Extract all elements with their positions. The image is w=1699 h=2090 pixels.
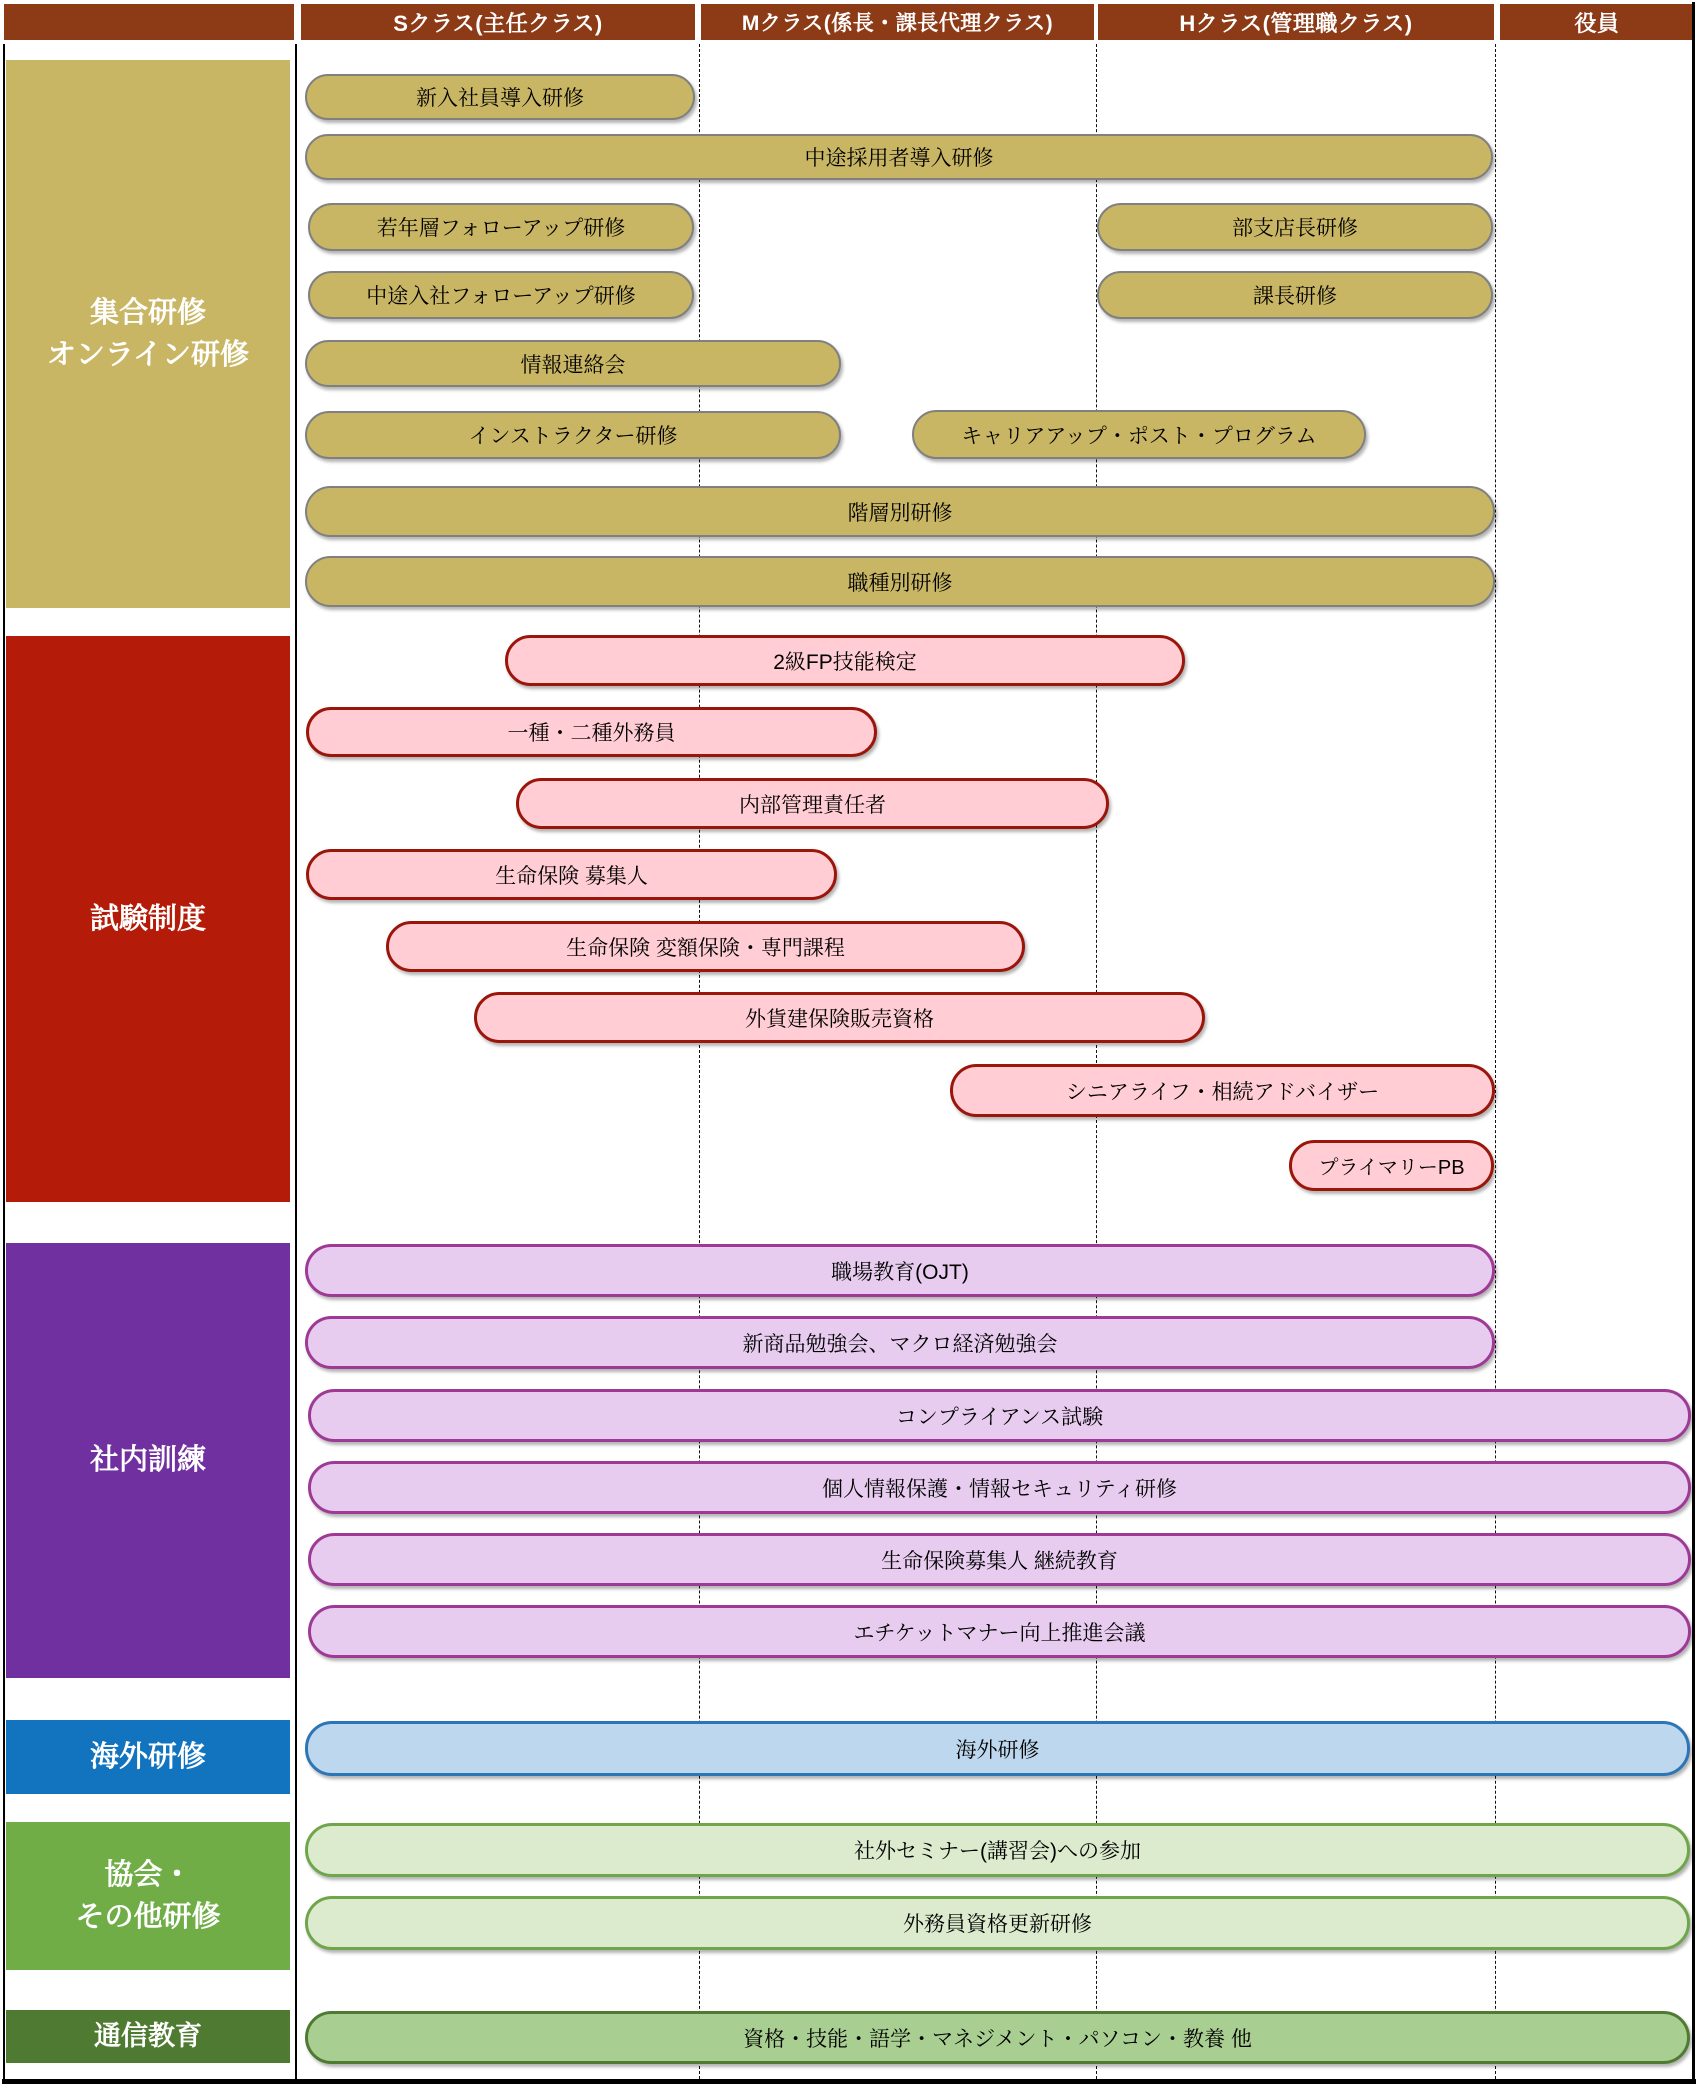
pill-overseas-training: 海外研修 [305, 1721, 1690, 1776]
pill-section-chief-training: 課長研修 [1097, 271, 1493, 319]
pill-variable-insurance-course: 生命保険 変額保険・専門課程 [386, 921, 1025, 972]
column-divider-h-exec [1495, 44, 1496, 2084]
table-bottom-border [2, 2079, 1696, 2084]
pill-foreign-currency-insurance-license: 外貨建保険販売資格 [474, 992, 1205, 1043]
pill-life-insurance-solicitor: 生命保険 募集人 [306, 849, 837, 900]
pill-product-macro-study: 新商品勉強会、マクロ経済勉強会 [305, 1316, 1495, 1369]
section-label-line: 協会・ [104, 1858, 192, 1891]
section-label-line: 試験制度 [89, 902, 206, 935]
pill-instructor-training: インストラクター研修 [305, 411, 841, 459]
section-label-overseas-training [6, 1720, 290, 1794]
section-label-group-online-training [6, 60, 290, 608]
pill-mid-career-followup: 中途入社フォローアップ研修 [308, 271, 694, 319]
section-label-line: 通信教育 [94, 2020, 202, 2051]
table-right-border [1692, 2, 1695, 2084]
table-left-border [3, 44, 5, 2084]
section-label-association-other [6, 1822, 290, 1970]
pill-information-liaison-meeting: 情報連絡会 [305, 340, 841, 387]
section-label-line: 集合研修 [89, 296, 206, 329]
label-column-divider [295, 44, 297, 2084]
header-col-h-class: Hクラス(管理職クラス) [1098, 4, 1494, 40]
pill-solicitor-continuing-education: 生命保険募集人 継続教育 [308, 1533, 1691, 1586]
header-col-s-class: Sクラス(主任クラス) [301, 4, 695, 40]
pill-young-employee-followup: 若年層フォローアップ研修 [308, 203, 694, 251]
section-label-line: 海外研修 [89, 1740, 206, 1773]
section-label-line: 社内訓練 [89, 1444, 206, 1477]
pill-sales-rep-type1-2: 一種・二種外務員 [306, 707, 877, 757]
section-label-line: オンライン研修 [46, 339, 250, 371]
pill-branch-manager-training: 部支店長研修 [1097, 203, 1493, 251]
pill-correspondence-courses: 資格・技能・語学・マネジメント・パソコン・教養 他 [305, 2011, 1690, 2064]
pill-rank-based-training: 階層別研修 [305, 486, 1495, 537]
header-col-m-class: Mクラス(係長・課長代理クラス) [701, 4, 1094, 40]
pill-privacy-security-training: 個人情報保護・情報セキュリティ研修 [308, 1461, 1691, 1514]
pill-etiquette-manner-meeting: エチケットマナー向上推進会議 [308, 1605, 1691, 1658]
pill-new-employee-induction: 新入社員導入研修 [305, 74, 695, 120]
pill-senior-life-inheritance-advisor: シニアライフ・相続アドバイザー [950, 1064, 1495, 1117]
header-col-executives: 役員 [1500, 4, 1694, 40]
pill-mid-career-hire-induction: 中途採用者導入研修 [305, 134, 1493, 180]
pill-sales-rep-license-renewal: 外務員資格更新研修 [305, 1896, 1690, 1950]
pill-external-seminar: 社外セミナー(講習会)への参加 [305, 1823, 1690, 1877]
pill-primary-pb: プライマリーPB [1289, 1140, 1494, 1191]
section-label-examination-system [6, 636, 290, 1202]
pill-internal-admin-manager: 内部管理責任者 [516, 778, 1109, 829]
section-label-line: その他研修 [75, 1901, 221, 1933]
header-corner-cell [4, 4, 294, 40]
pill-fp-grade2-exam: 2級FP技能検定 [505, 635, 1185, 686]
pill-career-up-post-program: キャリアアップ・ポスト・プログラム [912, 410, 1366, 459]
pill-compliance-exam: コンプライアンス試験 [308, 1389, 1691, 1442]
section-label-correspondence-education [6, 2010, 290, 2063]
pill-ojt: 職場教育(OJT) [305, 1244, 1495, 1297]
pill-job-type-training: 職種別研修 [305, 556, 1495, 607]
section-label-in-house-training [6, 1243, 290, 1678]
